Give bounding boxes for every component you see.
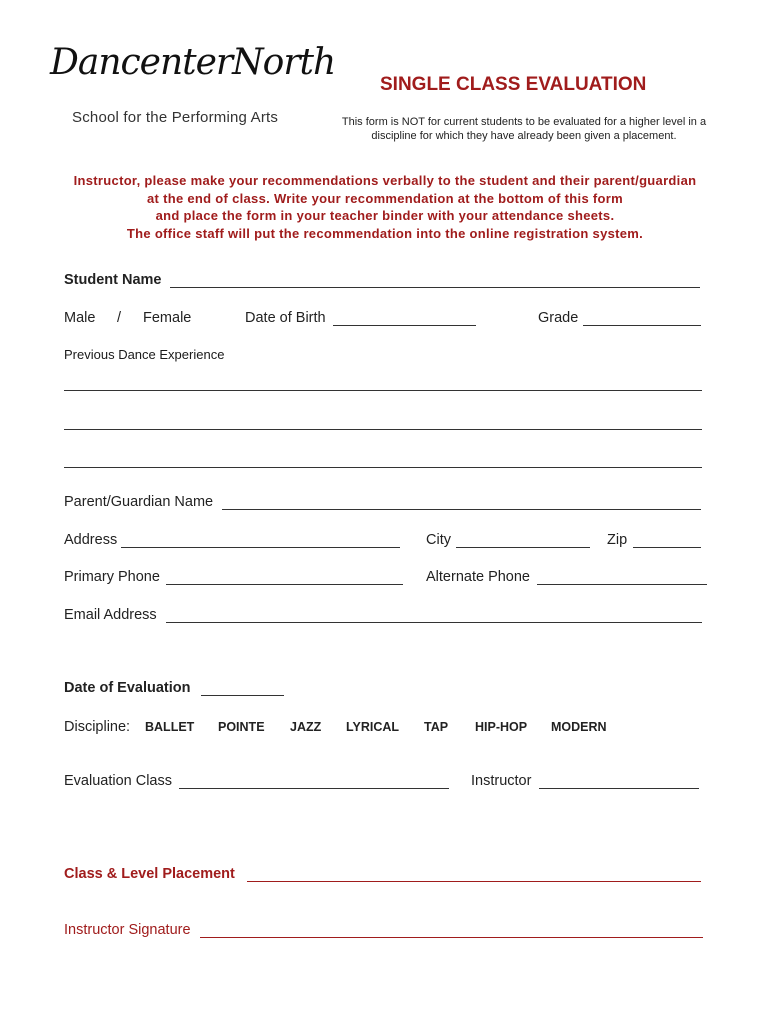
discipline-tap[interactable]: TAP xyxy=(424,720,449,734)
discipline-modern[interactable]: MODERN xyxy=(551,720,607,734)
evaluation-class-field[interactable] xyxy=(179,788,449,789)
placement-label: Class & Level Placement xyxy=(64,866,235,882)
discipline-pointe[interactable]: POINTE xyxy=(218,720,265,734)
previous-experience-line[interactable] xyxy=(64,429,702,430)
discipline-hip-hop[interactable]: HIP-HOP xyxy=(475,720,528,734)
email-label: Email Address xyxy=(64,607,157,623)
instructor-field[interactable] xyxy=(539,788,699,789)
discipline-lyrical[interactable]: LYRICAL xyxy=(346,720,400,734)
signature-field[interactable] xyxy=(200,937,703,938)
grade-label: Grade xyxy=(538,310,579,326)
address-label: Address xyxy=(64,532,118,548)
zip-field[interactable] xyxy=(633,547,701,548)
previous-experience-label: Previous Dance Experience xyxy=(64,347,225,362)
placement-field[interactable] xyxy=(247,881,701,882)
instruction-line: The office staff will put the recommendation into the online registration system. xyxy=(126,225,644,241)
date-of-birth-label: Date of Birth xyxy=(245,310,326,326)
logo-subtitle: School for the Performing Arts xyxy=(72,109,279,126)
previous-experience-line[interactable] xyxy=(64,467,702,468)
student-name-field[interactable] xyxy=(170,287,700,288)
date-of-evaluation-label: Date of Evaluation xyxy=(64,680,191,696)
instructor-label: Instructor xyxy=(471,773,532,789)
instruction-line: at the end of class. Write your recommendation at the bottom of this form xyxy=(147,190,623,206)
form-disclaimer: This form is NOT for current students to be evaluated for a higher level in a discipline for which they have already been given a placement. xyxy=(341,116,707,142)
grade-field[interactable] xyxy=(583,325,701,326)
address-field[interactable] xyxy=(121,547,400,548)
city-field[interactable] xyxy=(456,547,590,548)
date-of-birth-field[interactable] xyxy=(333,325,476,326)
instruction-line: Instructor, please make your recommendations verbally to the student and their parent/guardian xyxy=(73,173,697,188)
evaluation-class-label: Evaluation Class xyxy=(64,773,172,789)
date-of-evaluation-field[interactable] xyxy=(201,695,284,696)
primary-phone-label: Primary Phone xyxy=(64,569,160,585)
discipline-ballet[interactable]: BALLET xyxy=(145,720,195,734)
city-label: City xyxy=(426,532,451,548)
gender-separator: / xyxy=(117,310,122,326)
alternate-phone-label: Alternate Phone xyxy=(426,569,530,585)
zip-label: Zip xyxy=(607,532,628,548)
primary-phone-field[interactable] xyxy=(166,584,403,585)
alternate-phone-field[interactable] xyxy=(537,584,707,585)
discipline-jazz[interactable]: JAZZ xyxy=(290,720,322,734)
discipline-label: Discipline: xyxy=(64,719,131,735)
previous-experience-line[interactable] xyxy=(64,390,702,391)
logo: DancenterNorth xyxy=(50,42,336,83)
email-field[interactable] xyxy=(166,622,702,623)
male-option[interactable]: Male xyxy=(64,310,96,326)
form-title: SINGLE CLASS EVALUATION xyxy=(380,74,647,95)
signature-label: Instructor Signature xyxy=(64,922,191,938)
instructions xyxy=(40,172,730,242)
instruction-line: and place the form in your teacher binder with your attendance sheets. xyxy=(155,208,615,223)
female-option[interactable]: Female xyxy=(143,310,192,326)
parent-name-label: Parent/Guardian Name xyxy=(64,494,214,510)
parent-name-field[interactable] xyxy=(222,509,701,510)
student-name-label: Student Name xyxy=(64,272,162,288)
